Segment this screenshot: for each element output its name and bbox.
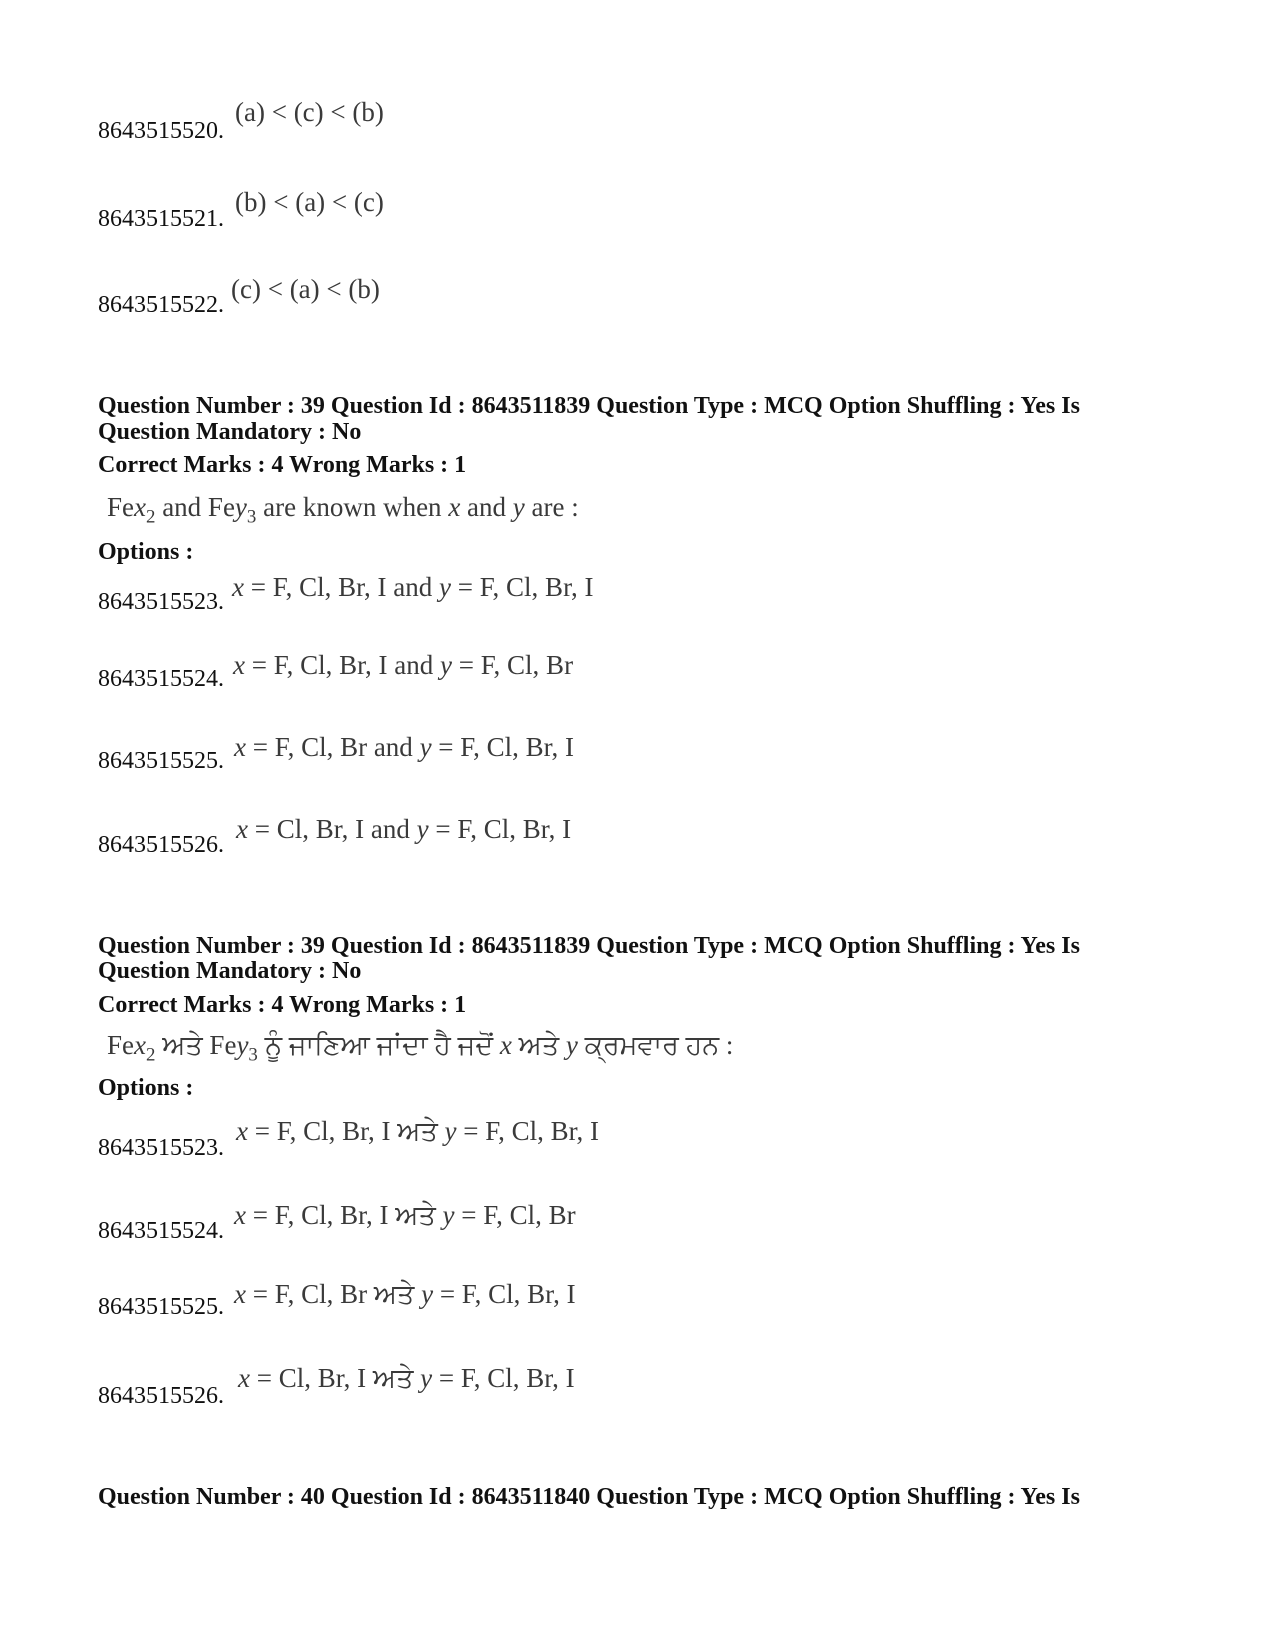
question-header: Question Number : 39 Question Id : 8643511839 Question Type : MCQ Option Shuffling : Yes Is [98, 393, 1080, 419]
question-header: Question Number : 40 Question Id : 8643511840 Question Type : MCQ Option Shuffling : Yes Is [98, 1484, 1080, 1510]
option-id: 8643515523. [98, 589, 224, 615]
option-text: (b) < (a) < (c) [235, 187, 384, 217]
option-text: x = F, Cl, Br and y = F, Cl, Br, I [234, 732, 575, 762]
option-id: 8643515521. [98, 206, 224, 232]
question-header-cont: Question Mandatory : No [98, 419, 362, 445]
option-id: 8643515522. [98, 292, 224, 318]
option-text: x = F, Cl, Br, I and y = F, Cl, Br, I [232, 572, 594, 602]
options-label: Options : [98, 539, 194, 565]
option-text: (c) < (a) < (b) [231, 274, 380, 304]
option-text: (a) < (c) < (b) [235, 97, 384, 127]
option-text: x = F, Cl, Br, I ਅਤੇ y = F, Cl, Br [234, 1200, 576, 1230]
option-id: 8643515526. [98, 1383, 224, 1409]
marks-line: Correct Marks : 4 Wrong Marks : 1 [98, 992, 467, 1018]
option-text: x = F, Cl, Br ਅਤੇ y = F, Cl, Br, I [234, 1279, 576, 1309]
option-id: 8643515526. [98, 832, 224, 858]
option-text: x = F, Cl, Br, I ਅਤੇ y = F, Cl, Br, I [236, 1116, 599, 1146]
option-id: 8643515520. [98, 118, 224, 144]
option-id: 8643515525. [98, 748, 224, 774]
option-id: 8643515524. [98, 666, 224, 692]
option-id: 8643515524. [98, 1218, 224, 1244]
option-id: 8643515525. [98, 1294, 224, 1320]
option-text: x = F, Cl, Br, I and y = F, Cl, Br [233, 650, 574, 680]
question-text: Fex$_2$ and Fey$_3$ are known when x and y are : [107, 492, 579, 528]
question-header: Question Number : 39 Question Id : 8643511839 Question Type : MCQ Option Shuffling : Yes Is [98, 933, 1080, 959]
option-text: x = Cl, Br, I ਅਤੇ y = F, Cl, Br, I [238, 1363, 575, 1393]
options-label: Options : [98, 1075, 194, 1101]
marks-line: Correct Marks : 4 Wrong Marks : 1 [98, 452, 467, 478]
option-id: 8643515523. [98, 1135, 224, 1161]
question-text: Fex$_2$ ਅਤੇ Fey$_3$ ਨੂੰ ਜਾਣਿਆ ਜਾਂਦਾ ਹੈ ਜਦੋਂ x ਅਤੇ y ਕ੍ਰਮਵਾਰ ਹਨ : [107, 1030, 734, 1066]
option-text: x = Cl, Br, I and y = F, Cl, Br, I [236, 814, 572, 844]
question-header-cont: Question Mandatory : No [98, 958, 362, 984]
